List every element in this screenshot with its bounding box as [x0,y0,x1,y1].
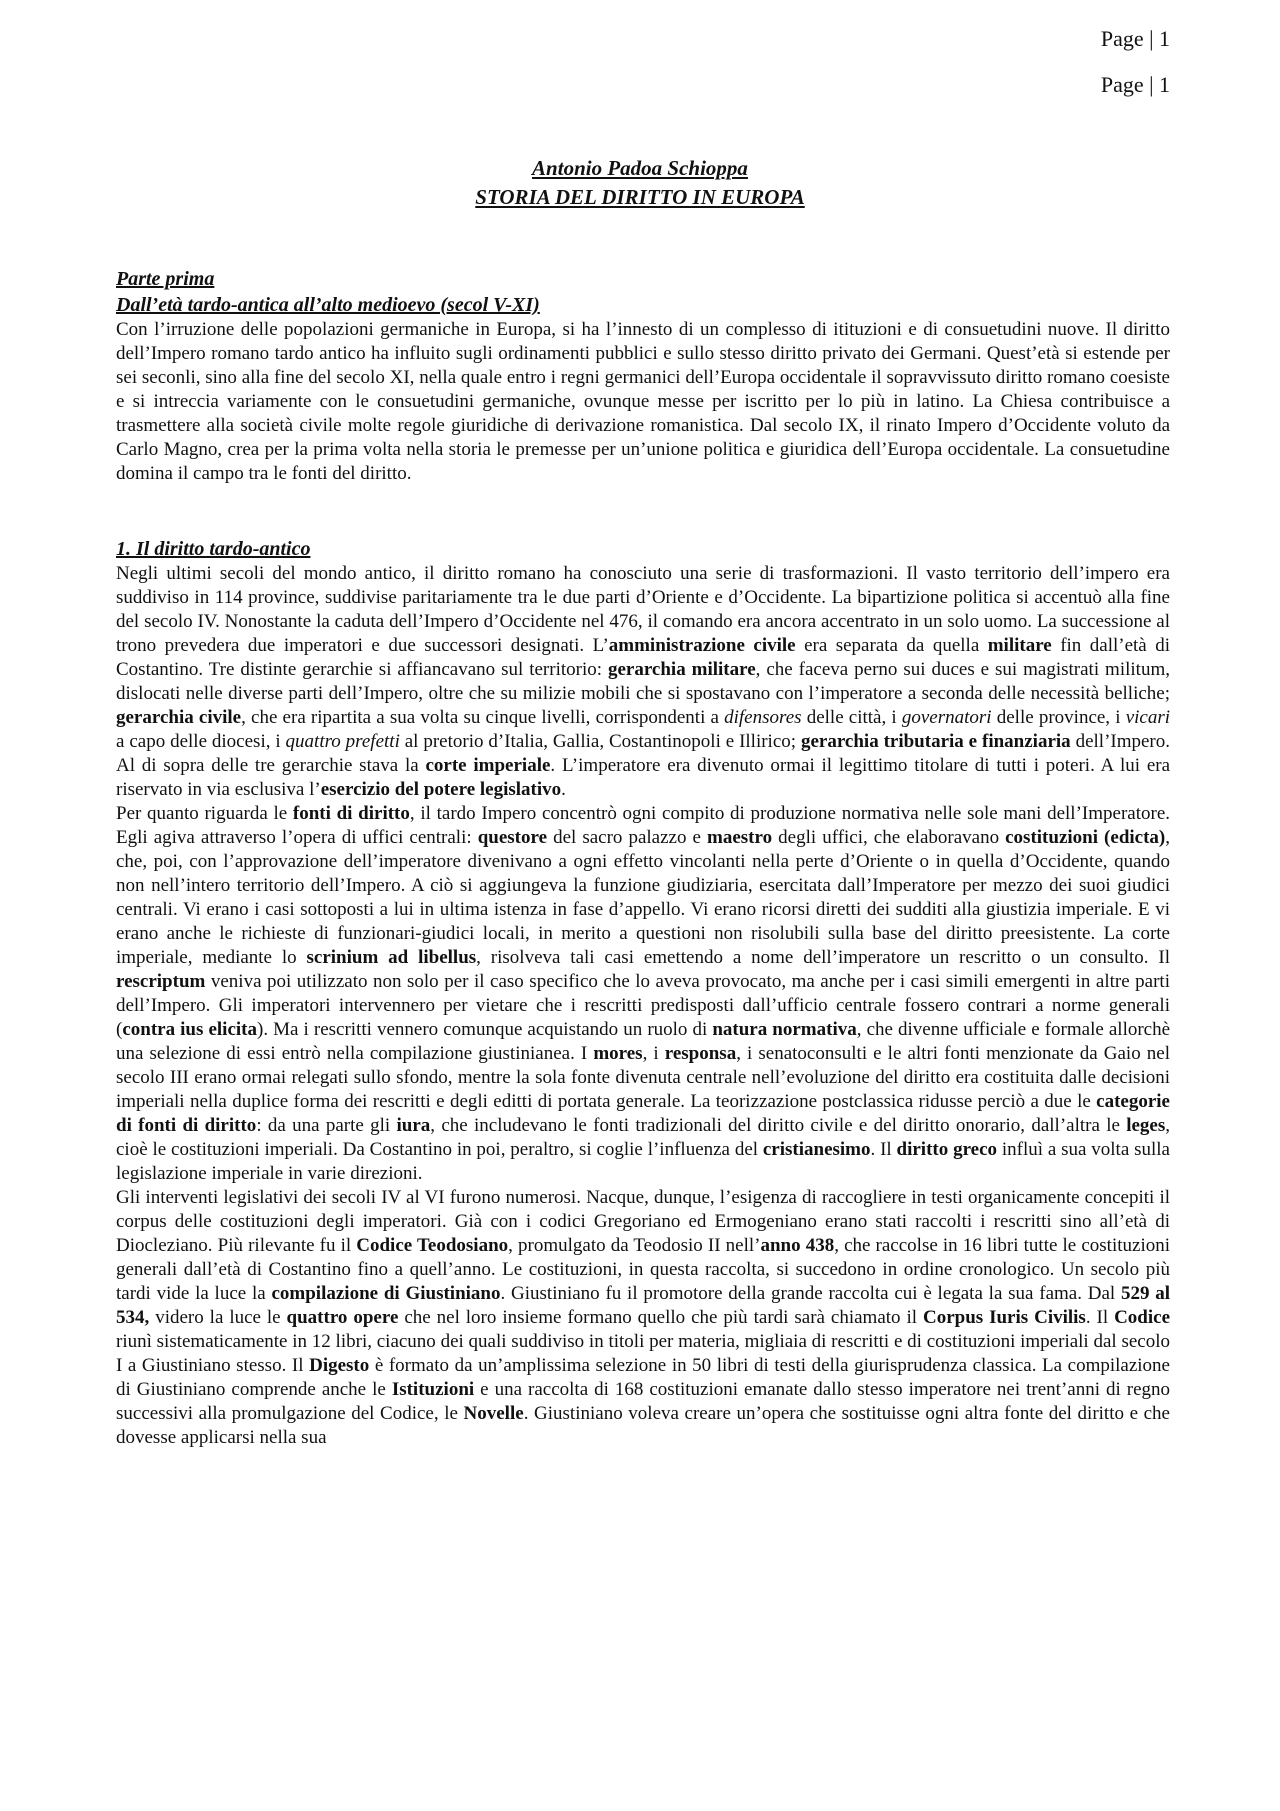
emphasis-bold: Istituzioni [391,1379,475,1400]
text-run: delle province, i [991,707,1126,728]
section-paragraph-2 [116,802,1170,1186]
emphasis-bold: questore [477,827,548,848]
intro-paragraph: Con l’irruzione delle popolazioni germaniche in Europa, si ha l’innesto di un complesso di itituzioni e di consuetudini nuove. Il diritto dell’Impero romano tardo antico ha influito sugli ordinamenti pubblici e sullo stesso diritto privato dei Germani. Quest’età si estende per sei seconli, sino alla fine del secolo XI, nella quale entro i regni germanici dell’Europa occidentale il sopravvissuto diritto romano coesiste e si intreccia variamente con le consuetudini germaniche, ovunque messe per iscritto per lo più in latino. La Chiesa contribuisce a trasmettere alla società civile molte regole giuridiche di derivazione romanistica. Dal secolo IX, il rinato Impero d’Occidente voluto da Carlo Magno, crea per la prima volta nella storia le premesse per un’unione politica e giuridica dell’Europa occidentale. La consuetudine domina il campo tra le fonti del diritto. [116,319,1170,484]
text-run: . Giustiniano voleva creare un’opera che sostituisse ogni altra fonte del diritto e che dovesse applicarsi nella sua [116,1403,1170,1448]
emphasis-italic: vicari [1125,707,1171,728]
text-run: . Giustiniano fu il promotore della grande raccolta cui è legata la sua fama. Dal [500,1283,1121,1304]
text-run: a capo delle diocesi, i [116,731,286,752]
emphasis-bold: maestro [707,827,773,848]
text-run: , che raccolse in 16 libri tutte le costituzioni generali dall’età di Costantino fino a quell’anno. Le costituzioni, in questa raccolta, si succedono in ordine cronologico. Un secolo più tardi vide la luce la [116,1235,1170,1304]
emphasis-bold: amministrazione civile [608,635,796,656]
emphasis-bold: contra ius elicita [122,1019,257,1040]
text-run: Per quanto riguarda le [116,803,293,824]
emphasis-bold: anno 438 [760,1235,835,1256]
part-subheading: Dall’età tardo-antica all’alto medioevo (secol V-XI) [116,294,540,316]
text-run: fin dall’età di Costantino. Tre distinte gerarchie si affiancavano sul territorio: [116,635,1170,680]
text-run: , che, poi, con l’approvazione dell’imperatore divenivano a ogni effetto vincolanti nella perte d’Oriente o in quella d’Occidente, quando non nell’intero territorio dell’Impero. A ciò si aggiungeva la funzione giudiziaria, esercitata dall’Imperatore per mezzo dei suoi giudici centrali. Vi erano i casi sottoposti a lui in ultima istenza in fase d’appello. Vi erano ricorsi diretti dei sudditi alla giustizia imperiale. E vi erano anche le richieste di funzionari-giudici locali, in merito a questioni non risolubili sulla base del diritto preesistente. La corte imperiale, mediante lo [116,827,1171,968]
document-body [116,266,1170,1450]
page-number-header-repeat: Page | 1 [1100,72,1170,97]
emphasis-bold: Codice [1114,1307,1170,1328]
emphasis-bold: leges [1126,1115,1166,1136]
page-number-header: Page | 1 [1100,26,1170,51]
emphasis-bold: esercizio del potere legislativo [320,779,562,800]
document-title [0,154,1280,212]
emphasis-bold: 529 al 534, [116,1283,1171,1328]
emphasis-bold: natura normativa [712,1019,857,1040]
part-heading: Parte prima [116,268,215,290]
emphasis-bold: rescriptum [116,971,206,992]
text-run: al pretorio d’Italia, Gallia, Costantinopoli e Illirico; [399,731,801,752]
emphasis-bold: scrinium ad libellus [306,947,477,968]
text-run: veniva poi utilizzato non solo per il caso specifico che lo aveva provocato, ma anche per i casi simili emergenti in altre parti dell’Impero. Gli imperatori intervennero per vietare che i rescritti predisposti dall’ufficio centrale fossero contrari a norme generali ( [116,971,1170,1040]
text-run: , che divenne ufficiale e formale allorchè una selezione di essi entrò nella compilazione giustinianea. I [116,1019,1171,1064]
section-paragraph-1 [116,562,1170,802]
emphasis-bold: compilazione di Giustiniano [271,1283,501,1304]
text-run: . Il [870,1139,897,1160]
text-run: videro la luce le [149,1307,287,1328]
text-run: degli uffici, che elaboravano [772,827,1006,848]
text-run: ). Ma i rescritti vennero comunque acquistando un ruolo di [257,1019,713,1040]
emphasis-bold: gerarchia militare [607,659,756,680]
emphasis-bold: iura [396,1115,431,1136]
emphasis-bold: militare [987,635,1052,656]
text-run: e una raccolta di 168 costituzioni emanate dallo stesso imperatore nei trent’anni di regno successivi alla promulgazione del Codice, le [116,1379,1170,1424]
text-run: dell’Impero. Al di sopra delle tre gerarchie stava la [116,731,1171,776]
text-run: : da una parte gli [256,1115,397,1136]
emphasis-bold: gerarchia civile [116,707,242,728]
text-run: , promulgato da Teodosio II nell’ [508,1235,761,1256]
emphasis-italic: quattro prefetti [285,731,400,752]
emphasis-bold: Corpus Iuris Civilis [922,1307,1086,1328]
emphasis-bold: corte imperiale [425,755,551,776]
text-run: , che era ripartita a sua volta su cinque livelli, corrispondenti a [241,707,725,728]
text-run: , i senatoconsulti e le altri fonti menzionate da Gaio nel secolo III erano ormai relegati sullo sfondo, mentre la sola fonte divenuta centrale nell’evoluzione del diritto era costituita dalle decisioni imperiali nella duplice forma dei rescritti e degli editti di portata generale. La teorizzazione postclassica ridusse perciò a due le [116,1043,1170,1112]
emphasis-bold: fonti di diritto [292,803,410,824]
text-run: Negli ultimi secoli del mondo antico, il diritto romano ha conosciuto una serie di trasformazioni. Il vasto territorio dell’impero era suddiviso in 114 province, suddivise paritariamente tra le due parti d’Oriente e d’Occidente. La bipartizione politica si accentuò alla fine del secolo IV. Nonostante la caduta dell’Impero d’Occidente nel 476, il comando era ancora accentrato in un solo uomo. La successione al trono prevedera due imperatori e due successori designati. L’ [116,563,1170,656]
emphasis-italic: difensores [724,707,802,728]
work-title: STORIA DEL DIRITTO IN EUROPA [475,185,805,209]
emphasis-bold: cristianesimo [762,1139,871,1160]
emphasis-italic: governatori [901,707,992,728]
text-run: , cioè le costituzioni imperiali. Da Costantino in poi, peraltro, si coglie l’influenza del [116,1115,1171,1160]
text-run: , risolveva tali casi emettendo a nome dell’imperatore un rescritto o un consulto. Il [476,947,1171,968]
text-run: , i [642,1043,665,1064]
text-run: . Il [1085,1307,1115,1328]
emphasis-bold: mores [593,1043,643,1064]
text-run: . L’imperatore era divenuto ormai il legittimo titolare di tutti i poteri. A lui era riservato in via esclusiva l’ [116,755,1171,800]
emphasis-bold: Digesto [309,1355,370,1376]
text-run: , che faceva perno sui duces e sui magistrati militum, dislocati nelle diverse parti dell’Impero, oltre che su milizie mobili che si spostavano con l’imperatore a seconda delle necessità belliche; [116,659,1170,704]
emphasis-bold: Novelle [463,1403,524,1424]
emphasis-bold: Codice Teodosiano [356,1235,509,1256]
emphasis-bold: responsa [664,1043,737,1064]
emphasis-bold: diritto greco [896,1139,998,1160]
text-run: , il tardo Impero concentrò ogni compito di produzione normativa nelle sole mani dell’Imperatore. Egli agiva attraverso l’opera di uffici centrali: [116,803,1171,848]
emphasis-bold: categorie di fonti di diritto [116,1091,1170,1136]
text-run: riunì sistematicamente in 12 libri, ciacuno dei quali suddiviso in titoli per materia, migliaia di rescritti e di costituzioni imperiali dal secolo I a Giustiniano stesso. Il [116,1331,1170,1376]
text-run: che nel loro insieme formano quello che più tardi sarà chiamato il [398,1307,923,1328]
text-run: influì a sua volta sulla legislazione imperiale in varie direzioni. [116,1139,1170,1184]
text-run: , che includevano le fonti tradizionali del diritto civile e del diritto onorario, dall’altra le [430,1115,1127,1136]
text-run: è formato da un’amplissima selezione in 50 libri di testi della giurisprudenza classica. La compilazione di Giustiniano comprende anche le [116,1355,1170,1400]
text-run: del sacro palazzo e [547,827,708,848]
emphasis-bold: gerarchia tributaria e finanziaria [800,731,1071,752]
author-name: Antonio Padoa Schioppa [532,156,748,180]
text-run: era separata da quella [795,635,988,656]
text-run: delle città, i [801,707,902,728]
section-paragraph-3 [116,1186,1170,1450]
text-run: . [561,779,566,800]
section-heading: 1. Il diritto tardo-antico [116,538,311,560]
emphasis-bold: costituzioni (edicta) [1005,827,1166,848]
emphasis-bold: quattro opere [286,1307,399,1328]
text-run: Gli interventi legislativi dei secoli IV al VI furono numerosi. Nacque, dunque, l’esigenza di raccogliere in testi organicamente concepiti il corpus delle costituzioni degli imperatori. Già con i codici Gregoriano ed Ermogeniano erano stati raccolti i rescritti sino all’età di Diocleziano. Più rilevante fu il [116,1187,1170,1256]
